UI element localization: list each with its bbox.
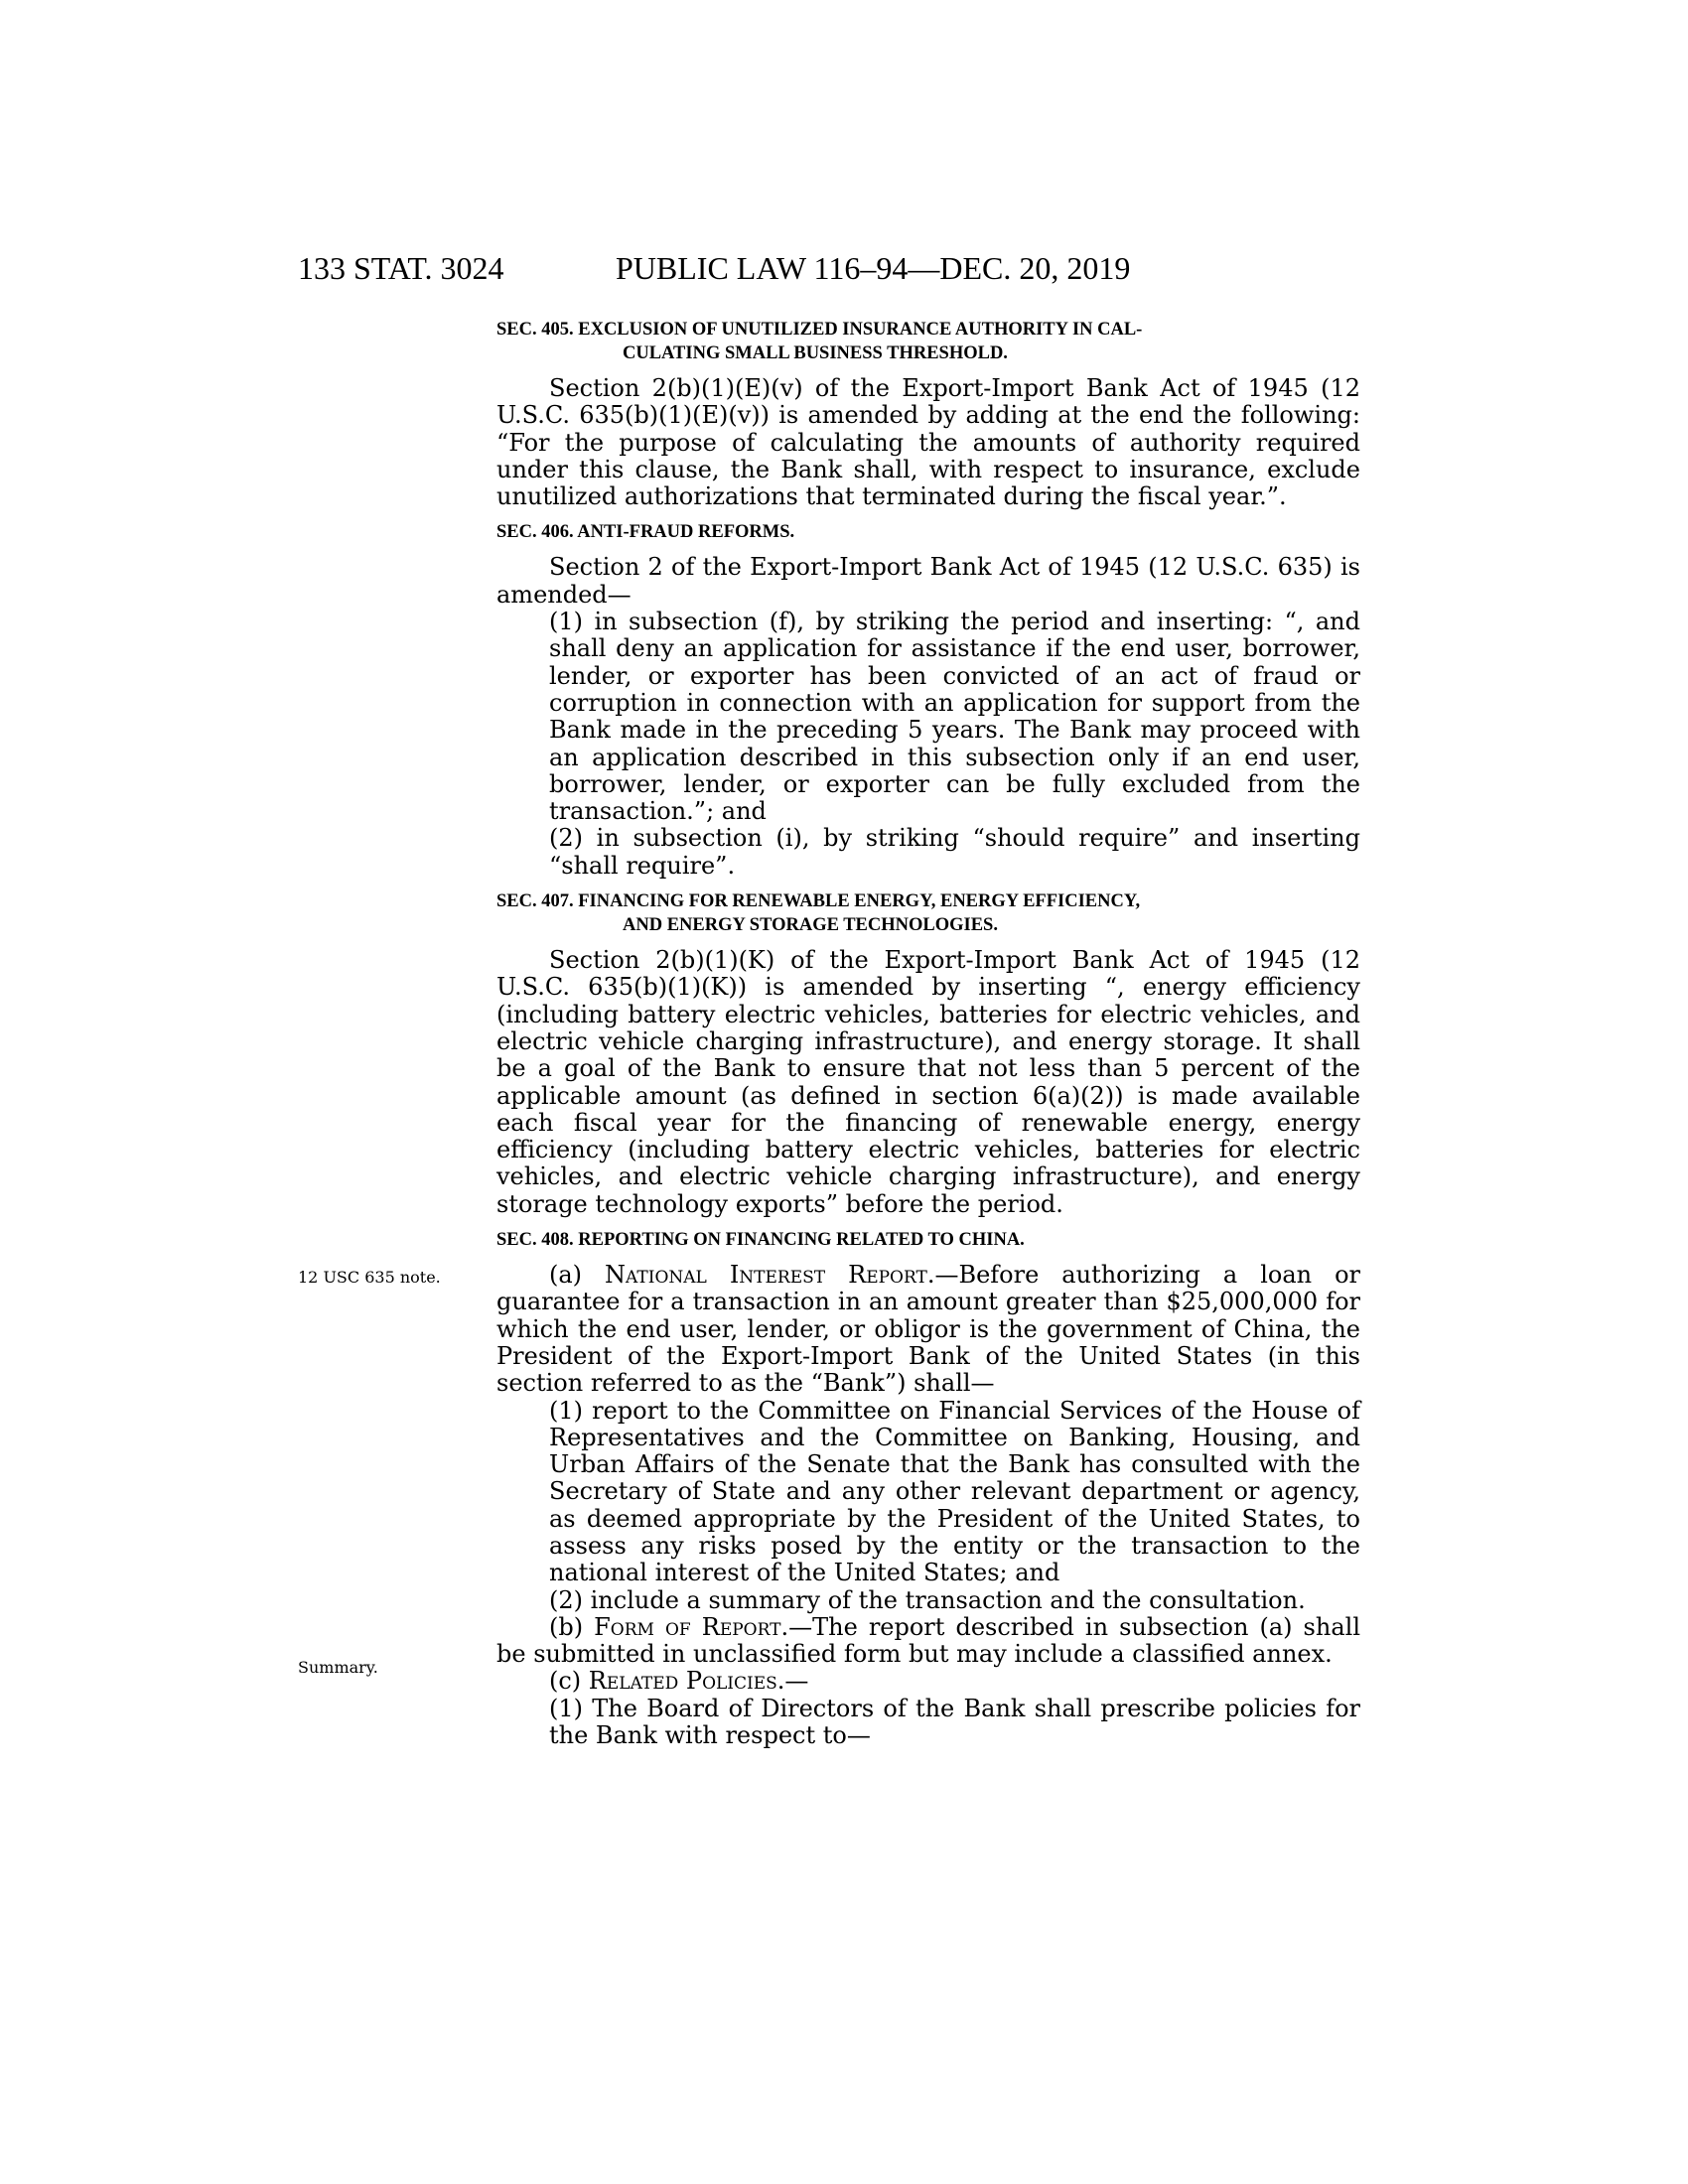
section-405-text: Section 2(b)(1)(E)(v) of the Export-Import Bank Act of 1945 (12 U.S.C. 635(b)(1)(E)(v)) is amended by adding at the end the following: “For the purpose of calculating the amounts of authority required under this clause, the Bank shall, with respect to insurance, exclude unutilized authorizations that terminated during the fiscal year.”. xyxy=(496,374,1360,511)
subsection-a-text: .—Before authorizing a loan or guarantee for a transaction in an amount greater than $25,000,000 for which the end user, lender, or obligor is the government of China, the President of the Export-Import Bank of the United States (in this section referred to as the “Bank”) shall— xyxy=(496,1261,1361,1398)
section-406-paragraph-1: (1) in subsection (f), by striking the period and inserting: “, and shall deny an application for assistance if the end user, borrower, lender, or exporter has been convicted of an act of fraud or corruption in connection with an application for support from the Bank made in the preceding 5 years. The Bank may proceed with an application described in this subsection only if an end user, borrower, lender, or exporter can be fully excluded from the transaction.”; and xyxy=(549,608,1360,826)
section-408-paragraph-a2: (2) include a summary of the transaction and the consultation. xyxy=(549,1585,1306,1614)
section-408-heading: SEC. 408. REPORTING ON FINANCING RELATED TO CHINA. xyxy=(496,1230,1025,1251)
statute-citation: 133 STAT. 3024 xyxy=(298,250,504,286)
subsection-a-caption: National Interest Report xyxy=(605,1261,927,1290)
section-408-paragraph-a1: (1) report to the Committee on Financial Services of the House of Representatives and the Committee on Banking, Housing, and Urban Affairs of the Senate that the Bank has consulted with the Secretary of State and any other relevant department or agency, as deemed appropriate by the President of the United States, to assess any risks posed by the entity or the transaction to the national interest of the United States; and xyxy=(549,1396,1360,1587)
page-header xyxy=(298,248,1360,288)
public-law-title: PUBLIC LAW 116–94—DEC. 20, 2019 xyxy=(616,250,1131,286)
section-406-intro: Section 2 of the Export-Import Bank Act of 1945 (12 U.S.C. 635) is amended— xyxy=(496,553,1360,609)
subsection-c-caption: Related Policies xyxy=(588,1667,777,1696)
subsection-b-caption: Form of Report xyxy=(594,1612,781,1641)
subsection-a-label: (a) xyxy=(549,1261,606,1290)
section-407-heading xyxy=(496,889,1360,937)
section-406-paragraph-2: (2) in subsection (i), by striking “should require” and inserting “shall require”. xyxy=(549,824,1360,880)
statute-body xyxy=(496,318,1360,1749)
subsection-c-text: .— xyxy=(776,1667,809,1696)
section-407-heading-line2: AND ENERGY STORAGE TECHNOLOGIES. xyxy=(623,915,998,936)
section-408-subsection-b xyxy=(496,1614,1360,1669)
section-408-paragraph-c1: (1) The Board of Directors of the Bank shall prescribe policies for the Bank with respect to— xyxy=(549,1694,1360,1750)
section-406-heading: SEC. 406. ANTI-FRAUD REFORMS. xyxy=(496,522,795,543)
margin-note-summary: Summary. xyxy=(298,1658,378,1677)
section-405-heading xyxy=(496,318,1360,365)
section-405-heading-line1: SEC. 405. EXCLUSION OF UNUTILIZED INSURANCE AUTHORITY IN CAL- xyxy=(496,320,1143,340)
subsection-b-text: .—The report described in subsection (a) shall be submitted in unclassified form but may include a classified annex. xyxy=(496,1612,1360,1669)
section-407-text: Section 2(b)(1)(K) of the Export-Import Bank Act of 1945 (12 U.S.C. 635(b)(1)(K)) is amended by inserting “, energy efficiency (including battery electric vehicles, batteries for electric vehicles, and electric vehicle charging infrastructure), and energy storage. It shall be a goal of the Bank to ensure that not less than 5 percent of the applicable amount (as defined in section 6(a)(2)) is made available each fiscal year for the financing of renewable energy, energy efficiency (including battery electric vehicles, batteries for electric vehicles, and electric vehicle charging infrastructure), and energy storage technology exports” before the period. xyxy=(496,946,1360,1218)
subsection-c-label: (c) xyxy=(549,1667,589,1696)
section-408-subsection-c xyxy=(496,1668,1360,1695)
subsection-b-label: (b) xyxy=(549,1612,595,1641)
margin-note-usc: 12 USC 635 note. xyxy=(298,1268,441,1287)
section-408-subsection-a xyxy=(496,1262,1360,1397)
section-405-heading-line2: CULATING SMALL BUSINESS THRESHOLD. xyxy=(623,343,1008,363)
section-407-heading-line1: SEC. 407. FINANCING FOR RENEWABLE ENERGY, ENERGY EFFICIENCY, xyxy=(496,891,1141,912)
